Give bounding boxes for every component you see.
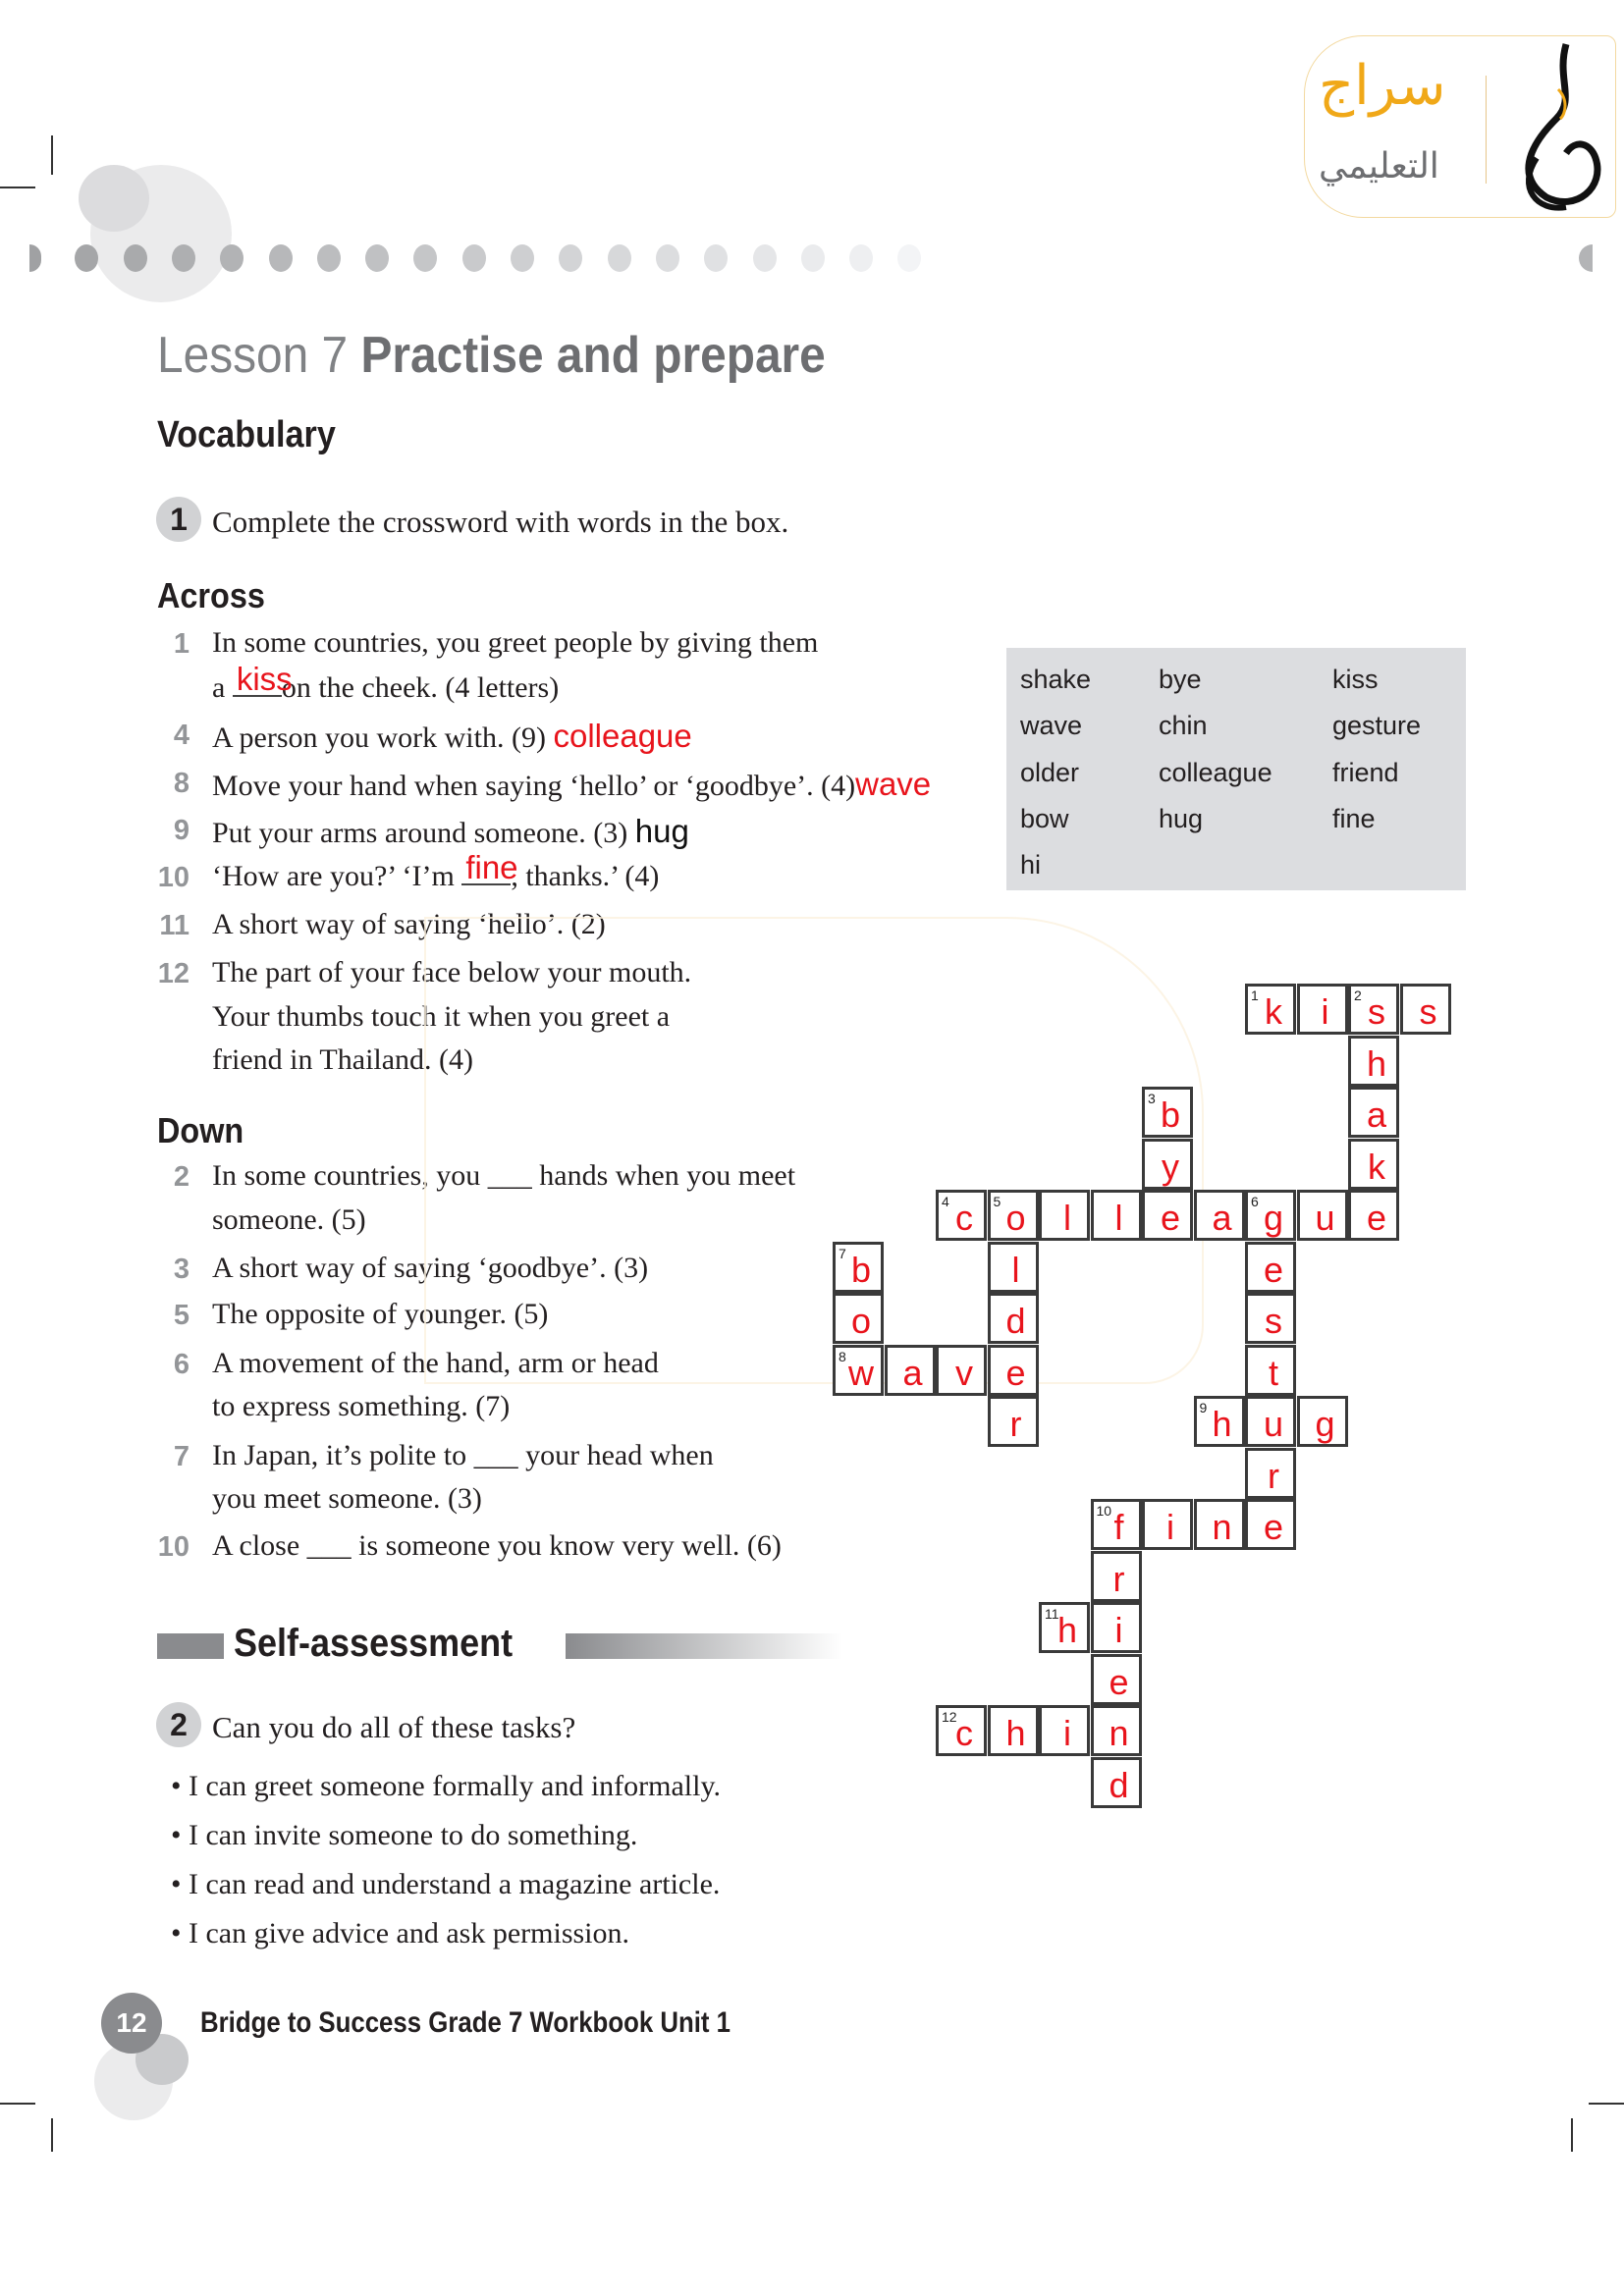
clue-text: A short way of saying ‘hello’. (2): [212, 908, 606, 940]
word-box-item: wave: [1020, 711, 1083, 741]
crossword-cell[interactable]: [988, 1190, 1039, 1241]
crop-mark: [51, 2118, 53, 2152]
crossword-clue-number: 11: [1045, 1606, 1059, 1622]
clue-number: 8: [173, 768, 189, 799]
decor-circle-small: [79, 165, 149, 232]
word-box-item: bow: [1020, 803, 1069, 833]
lesson-label: Lesson 7: [157, 327, 349, 384]
crossword-clue-number: 5: [993, 1194, 1001, 1209]
crossword-letter: b: [850, 1249, 872, 1290]
word-box-item: colleague: [1159, 757, 1272, 787]
crossword-letter: n: [1212, 1507, 1232, 1547]
crossword-cell[interactable]: [936, 1345, 987, 1396]
clue-text-main: Move your hand when saying ‘hello’ or ‘goodbye’. (4): [212, 770, 856, 802]
crossword-letter: g: [1315, 1404, 1335, 1444]
clue-text: friend in Thailand. (4): [212, 1043, 474, 1076]
crossword-letter: f: [1113, 1507, 1124, 1547]
crossword-letter: g: [1263, 1198, 1284, 1238]
word-box-item: gesture: [1332, 711, 1422, 741]
crossword-letter: s: [1265, 1301, 1282, 1341]
decor-dot: [29, 244, 41, 272]
clue-number: 10: [157, 862, 189, 893]
crossword-letter: i: [1166, 1507, 1174, 1547]
self-assessment-item: • I can read and understand a magazine article.: [171, 1868, 721, 1900]
clue-text: [212, 661, 560, 705]
answer-blank[interactable]: [461, 849, 518, 885]
decor-dot: [897, 244, 921, 272]
crossword-cell[interactable]: [1245, 984, 1296, 1035]
crossword-clue-number: 7: [839, 1245, 846, 1261]
across-heading: Across: [157, 575, 265, 615]
self-assessment-item: • I can give advice and ask permission.: [171, 1917, 630, 1949]
decor-dot: [511, 244, 534, 272]
clue-text-pre: a: [212, 671, 233, 704]
crossword-cell[interactable]: [1348, 1087, 1399, 1138]
decor-dot: [462, 244, 486, 272]
clue-text: In Japan, it’s polite to ___ your head when: [212, 1439, 714, 1471]
exercise-number-badge: 2: [156, 1702, 201, 1747]
crossword-cell[interactable]: [1194, 1190, 1245, 1241]
word-box-item: fine: [1332, 803, 1376, 833]
decor-dot: [220, 244, 244, 272]
crossword-cell[interactable]: [1400, 984, 1451, 1035]
crossword-cell[interactable]: [1245, 1293, 1296, 1344]
crop-mark: [0, 2103, 35, 2105]
decor-dot: [317, 244, 341, 272]
clue-text: The opposite of younger. (5): [212, 1298, 549, 1330]
word-box-item: older: [1020, 757, 1080, 787]
crossword-letter: v: [955, 1352, 973, 1393]
answer-text: hug: [634, 813, 689, 849]
crossword-letter: e: [1263, 1249, 1284, 1290]
word-box-item: hi: [1020, 850, 1042, 881]
crossword-letter: u: [1315, 1198, 1335, 1238]
crossword-letter: i: [1321, 991, 1329, 1032]
crossword-letter: l: [1063, 1198, 1071, 1238]
crossword-cell[interactable]: [1245, 1499, 1296, 1550]
clue-number: 6: [173, 1349, 189, 1380]
section-heading-vocabulary: Vocabulary: [157, 414, 336, 455]
crossword-cell[interactable]: [1091, 1499, 1142, 1550]
crossword-letter: a: [1212, 1198, 1232, 1238]
clue-text: someone. (5): [212, 1203, 366, 1236]
crossword-letter: t: [1268, 1352, 1278, 1393]
crossword-cell[interactable]: [1297, 984, 1348, 1035]
crossword-cell[interactable]: [1245, 1345, 1296, 1396]
decor-dot: [656, 244, 679, 272]
self-assessment-item: • I can greet someone formally and informally.: [171, 1770, 722, 1802]
decor-dot: [608, 244, 631, 272]
crossword-letter: h: [1005, 1713, 1026, 1753]
word-box-item: chin: [1159, 711, 1208, 741]
crossword-letter: e: [1005, 1352, 1026, 1393]
crop-mark: [1589, 2103, 1624, 2105]
crossword-letter: s: [1368, 991, 1385, 1032]
crossword-cell[interactable]: [833, 1345, 884, 1396]
clue-text: [212, 766, 931, 803]
crossword-letter: e: [1263, 1507, 1284, 1547]
exercise-instruction: Can you do all of these tasks?: [212, 1710, 576, 1744]
clue-number: 3: [173, 1254, 189, 1285]
crossword-clue-number: 8: [839, 1348, 846, 1364]
logo-text-bottom: التعليمي: [1319, 146, 1439, 187]
crossword-letter: e: [1160, 1198, 1181, 1238]
crossword-cell[interactable]: [1245, 1396, 1296, 1447]
clue-number: 4: [173, 720, 189, 751]
crossword-cell[interactable]: [988, 1705, 1039, 1756]
word-box-item: bye: [1159, 665, 1202, 694]
crop-mark: [0, 187, 35, 188]
clue-text: Your thumbs touch it when you greet a: [212, 1000, 671, 1033]
clue-text: [212, 849, 660, 893]
crossword-cell[interactable]: [1348, 1190, 1399, 1241]
crop-mark: [51, 135, 53, 175]
clue-text: [212, 813, 689, 850]
watermark: [424, 917, 1204, 1384]
decor-dot: [753, 244, 777, 272]
crossword-letter: c: [955, 1198, 973, 1238]
crossword-letter: h: [1056, 1610, 1078, 1650]
crossword-cell[interactable]: [1245, 1190, 1296, 1241]
crossword-cell[interactable]: [1142, 1499, 1193, 1550]
crossword-cell[interactable]: [988, 1293, 1039, 1344]
crossword-letter: k: [1265, 991, 1282, 1032]
clue-text: you meet someone. (3): [212, 1482, 482, 1515]
clue-text: [212, 718, 692, 755]
clue-number: 5: [173, 1300, 189, 1331]
decor-dot: [413, 244, 437, 272]
crossword-cell[interactable]: [833, 1293, 884, 1344]
word-box-item: shake: [1020, 665, 1092, 694]
decor-dot: [172, 244, 195, 272]
clue-text: to express something. (7): [212, 1390, 511, 1422]
word-box-item: hug: [1159, 803, 1204, 833]
clue-number: 2: [173, 1161, 189, 1193]
crossword-letter: r: [1268, 1455, 1279, 1496]
crossword-letter: h: [1366, 1042, 1387, 1084]
clue-text: A short way of saying ‘goodbye’. (3): [212, 1252, 649, 1284]
crossword-letter: a: [1366, 1095, 1387, 1135]
crossword-letter: a: [902, 1352, 923, 1393]
crossword-letter: l: [1011, 1249, 1020, 1290]
crossword-cell[interactable]: [1245, 1448, 1296, 1499]
crossword-letter: i: [1063, 1713, 1071, 1753]
crossword-cell[interactable]: [1297, 1190, 1348, 1241]
crossword-cell[interactable]: [1091, 1705, 1142, 1756]
answer-text: colleague: [553, 718, 692, 754]
crossword-clue-number: 3: [1148, 1091, 1156, 1106]
clue-number: 12: [157, 958, 189, 989]
decor-dot: [559, 244, 582, 272]
crossword-cell[interactable]: [988, 1345, 1039, 1396]
answer-blank[interactable]: [233, 661, 293, 697]
answer-text: kiss: [236, 661, 293, 697]
crossword-cell[interactable]: [1348, 1139, 1399, 1190]
crossword-clue-number: 9: [1199, 1400, 1208, 1415]
crossword-cell[interactable]: [1039, 1602, 1090, 1653]
word-box: [1006, 648, 1466, 890]
crossword-letter: d: [1109, 1764, 1129, 1805]
crossword-cell[interactable]: [1091, 1190, 1142, 1241]
crossword-cell[interactable]: [1091, 1757, 1142, 1808]
clue-number: 7: [173, 1441, 189, 1472]
crossword-letter: o: [850, 1301, 872, 1341]
self-assessment-item: • I can invite someone to do something.: [171, 1819, 638, 1851]
self-assessment-heading: Self-assessment: [234, 1622, 514, 1665]
crossword-clue-number: 1: [1251, 988, 1259, 1003]
decor-dot: [124, 244, 147, 272]
crossword-cell[interactable]: [1348, 984, 1399, 1035]
crossword-letter: w: [848, 1352, 874, 1393]
decor-dot: [75, 244, 98, 272]
clue-text-main: A person you work with. (9): [212, 721, 546, 754]
crossword-letter: k: [1368, 1146, 1385, 1187]
clue-number: 9: [173, 815, 189, 846]
clue-text-post: on the cheek. (4 letters): [281, 671, 560, 704]
crossword-letter: r: [1009, 1404, 1022, 1444]
exercise-instruction: Complete the crossword with words in the box.: [212, 505, 789, 539]
answer-text: fine: [465, 849, 518, 885]
crossword-cell[interactable]: [1142, 1190, 1193, 1241]
crossword-letter: l: [1114, 1198, 1123, 1238]
section-bar-left: [157, 1633, 224, 1659]
crossword-letter: b: [1160, 1095, 1181, 1135]
crossword-cell[interactable]: [1039, 1705, 1090, 1756]
crossword-letter: c: [955, 1713, 973, 1753]
crossword-cell[interactable]: [1194, 1499, 1245, 1550]
crossword-cell[interactable]: [988, 1242, 1039, 1293]
crossword-letter: u: [1263, 1404, 1284, 1444]
crossword-cell[interactable]: [936, 1705, 987, 1756]
crossword-letter: r: [1112, 1558, 1125, 1599]
word-box-item: kiss: [1332, 665, 1379, 694]
crossword-letter: o: [1005, 1198, 1026, 1238]
decor-dot: [849, 244, 873, 272]
clue-text: In some countries, you greet people by giving them: [212, 626, 819, 659]
lesson-title: Practise and prepare: [360, 327, 826, 384]
crossword-cell[interactable]: [833, 1242, 884, 1293]
decor-dot: [365, 244, 389, 272]
crossword-letter: d: [1005, 1301, 1026, 1341]
clue-text: A close ___ is someone you know very well. (6): [212, 1529, 782, 1562]
crossword-cell[interactable]: [936, 1190, 987, 1241]
answer-text: wave: [855, 766, 932, 802]
crossword-cell[interactable]: [1348, 1036, 1399, 1087]
page-number: 12: [101, 1993, 162, 2054]
clue-number: 10: [157, 1531, 189, 1563]
clue-text: In some countries, you ___ hands when you meet: [212, 1159, 796, 1192]
crossword-letter: s: [1419, 991, 1437, 1032]
publisher-logo: [1304, 35, 1616, 218]
clue-text: The part of your face below your mouth.: [212, 956, 692, 988]
word-box-item: friend: [1332, 757, 1399, 787]
crossword-cell[interactable]: [1245, 1242, 1296, 1293]
crossword-cell[interactable]: [1194, 1396, 1245, 1447]
decor-dot-right: [1579, 244, 1593, 272]
crossword-letter: e: [1366, 1198, 1387, 1238]
crop-mark: [1571, 2118, 1573, 2152]
crossword-letter: i: [1114, 1610, 1123, 1650]
clue-text-post: , thanks.’ (4): [511, 860, 660, 892]
page-title: [157, 326, 826, 385]
down-heading: Down: [157, 1110, 244, 1150]
clue-text: A movement of the hand, arm or head: [212, 1347, 659, 1379]
crossword-cell[interactable]: [1091, 1551, 1142, 1602]
clue-text-main: Put your arms around someone. (3): [212, 817, 628, 849]
crossword-cell[interactable]: [1142, 1087, 1193, 1138]
crossword-cell[interactable]: [1091, 1654, 1142, 1705]
decor-dot: [269, 244, 293, 272]
clue-text-pre: ‘How are you?’ ‘I’m: [212, 860, 462, 892]
decor-dot: [801, 244, 825, 272]
clue-number: 1: [173, 628, 189, 660]
clue-number: 11: [159, 910, 189, 941]
crossword-cell[interactable]: [1039, 1190, 1090, 1241]
crossword-cell[interactable]: [885, 1345, 936, 1396]
crossword-cell[interactable]: [1142, 1139, 1193, 1190]
crossword-clue-number: 2: [1354, 988, 1362, 1003]
crossword-letter: h: [1212, 1404, 1232, 1444]
logo-divider: [1486, 76, 1487, 184]
crossword-letter: y: [1162, 1146, 1179, 1187]
logo-text-top: سراج: [1319, 54, 1446, 118]
crossword-clue-number: 12: [942, 1709, 957, 1725]
crossword-clue-number: 4: [942, 1194, 949, 1209]
book-title: Bridge to Success Grade 7 Workbook Unit 1: [200, 2006, 731, 2039]
logo-calligraphy-icon: [1497, 40, 1613, 220]
crossword-cell[interactable]: [1091, 1602, 1142, 1653]
section-bar-right: [566, 1633, 842, 1659]
crossword-cell[interactable]: [1297, 1396, 1348, 1447]
crossword-clue-number: 6: [1251, 1194, 1259, 1209]
crossword-cell[interactable]: [988, 1396, 1039, 1447]
decor-dot: [704, 244, 728, 272]
exercise-number-badge: 1: [156, 497, 201, 542]
crossword-letter: e: [1109, 1661, 1129, 1702]
crossword-letter: n: [1109, 1713, 1129, 1753]
crossword-clue-number: 10: [1096, 1503, 1112, 1519]
